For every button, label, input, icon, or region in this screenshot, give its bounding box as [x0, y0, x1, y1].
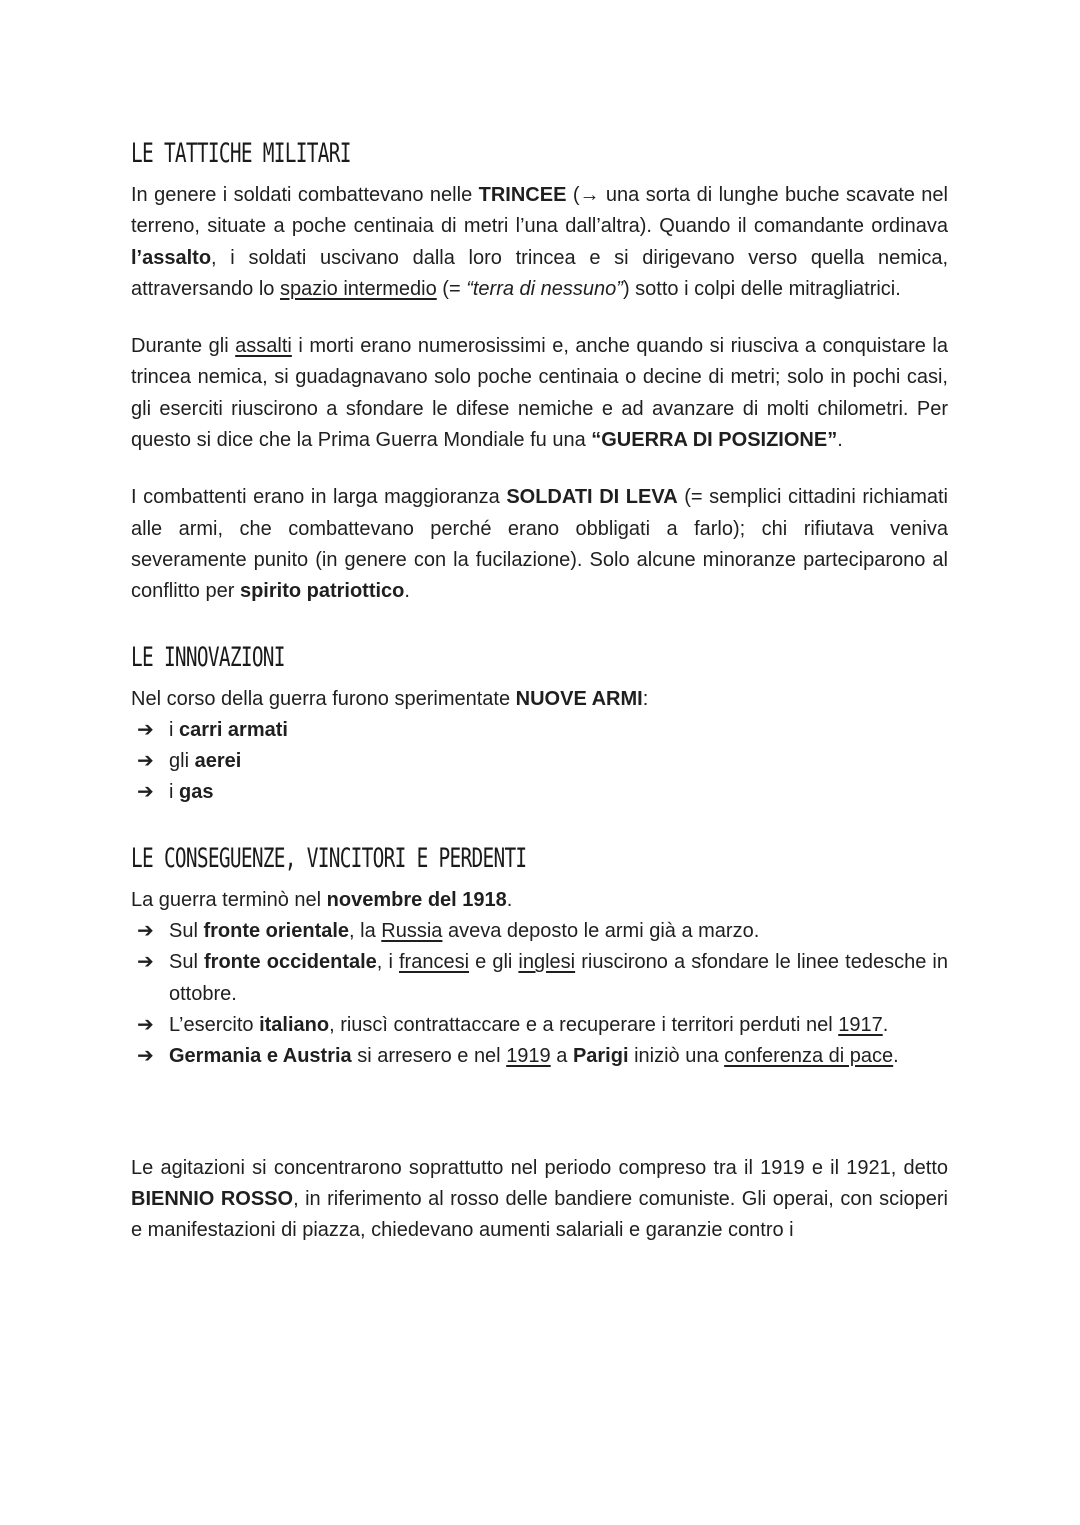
section-title-tattiche: LE TATTICHE MILITARI: [131, 138, 351, 169]
arrow-icon: ➔: [137, 718, 154, 741]
section-title-conseguenze: LE CONSEGUENZE, VINCITORI E PERDENTI: [131, 842, 527, 874]
arrow-icon: ➔: [137, 1045, 154, 1068]
list-conseguenze: [131, 916, 948, 1072]
list-item: ➔ i gas: [131, 777, 948, 808]
list-item: ➔ L’esercito italiano, riuscì contrattaccare e a recuperare i territori perduti nel 1917.: [131, 1010, 948, 1041]
list-item: ➔ Sul fronte orientale, la Russia aveva deposto le armi già a marzo.: [131, 916, 948, 947]
arrow-icon: ➔: [137, 951, 154, 974]
paragraph-nuove-armi: Nel corso della guerra furono sperimentate NUOVE ARMI:: [131, 687, 649, 710]
paragraph-assalti: Durante gli assalti i morti erano numerosissimi e, anche quando si riusciva a conquistare la trincea nemica, si guadagnavano solo poche centinaia o decine di metri; solo in pochi casi, gli eserciti riuscirono a sfondare le difese nemiche e ad avanzare di molti chilometri. Per questo si dice che la Prima Guerra Mondiale fu una “GUERRA DI POSIZIONE”.: [131, 335, 948, 452]
arrow-icon: ➔: [137, 750, 154, 773]
paragraph-soldati-di-leva: I combattenti erano in larga maggioranza SOLDATI DI LEVA (= semplici cittadini richiamati alle armi, che combattevano perché erano obbligati a farlo); chi rifiutava veniva severamente punito (in genere con la fucilazione). Solo alcune minoranze parteciparono al conflitto per spirito patriottico.: [131, 486, 948, 603]
arrow-icon: ➔: [137, 781, 154, 804]
list-nuove-armi: [131, 715, 948, 809]
list-item: ➔ Germania e Austria si arresero e nel 1919 a Parigi iniziò una conferenza di pace.: [131, 1041, 948, 1072]
paragraph-trincee: In genere i soldati combattevano nelle TRINCEE (→ una sorta di lunghe buche scavate nel terreno, situate a poche centinaia di metri l’una dall’altra). Quando il comandante ordinava l’assalto, i soldati uscivano dalla loro trincea e si dirigevano verso quella nemica, attraversando lo spazio intermedio (= “terra di nessuno”) sotto i colpi delle mitragliatrici.: [131, 184, 948, 300]
list-item: ➔ gli aerei: [131, 746, 948, 777]
paragraph-fine-guerra: La guerra terminò nel novembre del 1918.: [131, 888, 513, 911]
arrow-icon: ➔: [137, 920, 154, 943]
paragraph-biennio-rosso: Le agitazioni si concentrarono soprattutto nel periodo compreso tra il 1919 e il 1921, detto BIENNIO ROSSO, in riferimento al rosso delle bandiere comuniste. Gli operai, con scioperi e manifestazioni di piazza, chiedevano aumenti salariali e garanzie contro i: [131, 1156, 948, 1242]
document-page: [131, 128, 948, 1246]
section-title-innovazioni: LE INNOVAZIONI: [131, 641, 285, 673]
list-item: ➔ Sul fronte occidentale, i francesi e gli inglesi riuscirono a sfondare le linee tedesche in ottobre.: [131, 947, 948, 1010]
arrow-icon: ➔: [137, 1013, 154, 1036]
list-item: ➔ i carri armati: [131, 715, 948, 746]
